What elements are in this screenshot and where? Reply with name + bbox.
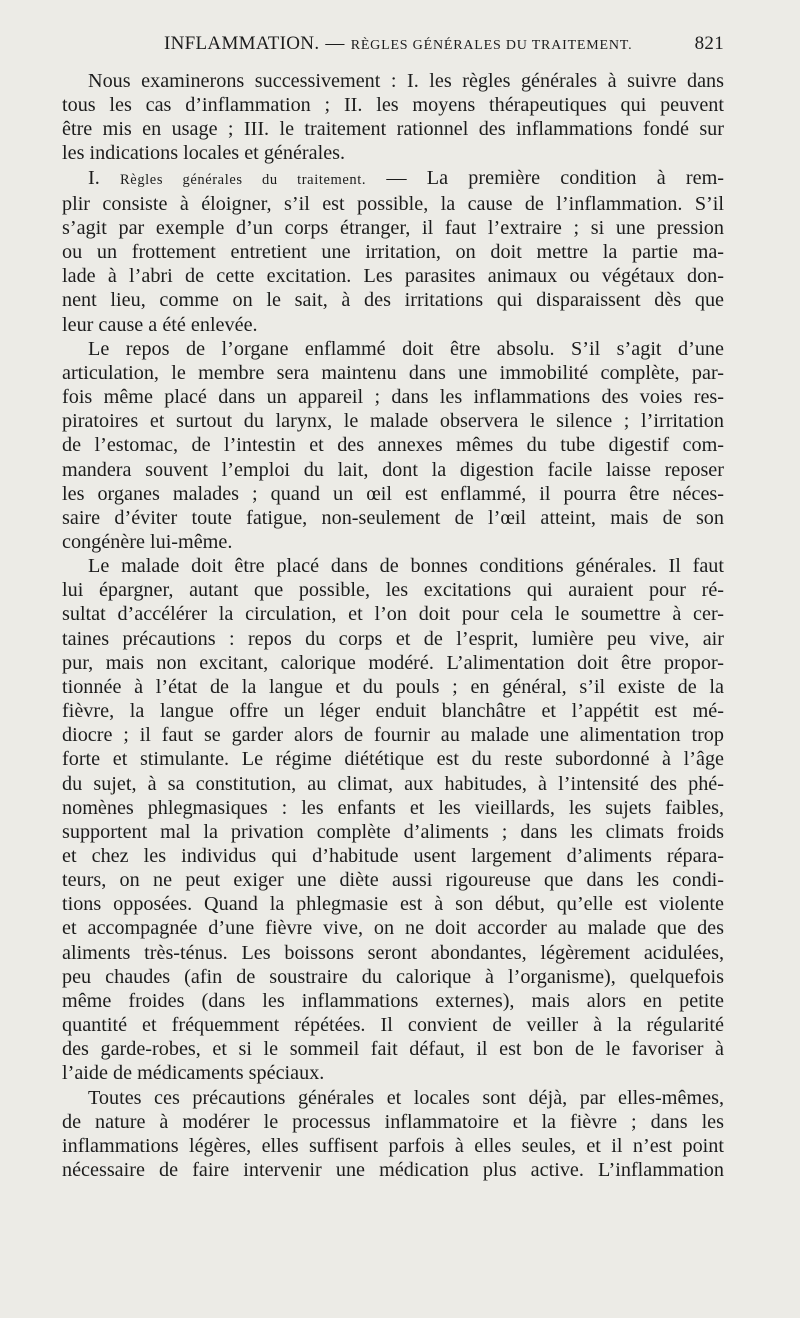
- heading-dash: —: [386, 166, 407, 189]
- text-line: congénère lui-même.: [62, 530, 233, 553]
- text-line: nécessaire de faire intervenir une médication plus active. L’inflammation: [62, 1159, 724, 1182]
- text-line: et accompagnée d’une fièvre vive, on ne doit accorder au malade que des: [62, 917, 724, 940]
- text-line: forte et stimulante. Le régime diététique est du reste subordonné à l’âge: [62, 748, 724, 771]
- text-line: teurs, on ne peut exiger une diète aussi rigoureuse que dans les condi-: [62, 869, 724, 892]
- text-line: piratoires et surtout du larynx, le malade observera le silence ; l’irritation: [62, 410, 724, 433]
- text-line: l’aide de médicaments spéciaux.: [62, 1062, 325, 1085]
- heading-number: I.: [88, 166, 100, 189]
- text-line: être mis en usage ; III. le traitement rationnel des inflammations fondé sur: [62, 118, 724, 141]
- text-line: ou un frottement entretient une irritation, on doit mettre la partie ma-: [62, 241, 724, 264]
- text-line: Nous examinerons successivement : I. les règles générales à suivre dans: [88, 70, 724, 92]
- text-line: lui épargner, autant que possible, les excitations qui auraient pour ré-: [62, 579, 724, 602]
- text-line: Le repos de l’organe enflammé doit être absolu. S’il s’agit d’une: [88, 337, 724, 360]
- text-line: inflammations légères, elles suffisent parfois à elles seules, et il n’est point: [62, 1134, 724, 1157]
- text-line: pur, mais non excitant, calorique modéré. L’alimentation doit être propor-: [62, 651, 724, 674]
- paragraph-2: [62, 166, 724, 337]
- text-line: plir consiste à éloigner, s’il est possible, la cause de l’inflammation. S’il: [62, 192, 724, 215]
- text-line: taines précautions : repos du corps et de l’esprit, lumière peu vive, air: [62, 627, 724, 650]
- page-number: 821: [694, 33, 724, 54]
- text-body: [62, 69, 724, 1182]
- text-line: diocre ; il faut se garder alors de fournir au malade une alimentation trop: [62, 724, 724, 747]
- text-line: [62, 166, 724, 192]
- text-line: lade à l’abri de cette excitation. Les parasites animaux ou végétaux don-: [62, 265, 724, 288]
- text-line: leur cause a été enlevée.: [62, 313, 258, 336]
- chapter-title: INFLAMMATION.: [164, 33, 320, 54]
- text-line: articulation, le membre sera maintenu dans une immobilité complète, par-: [62, 361, 724, 384]
- text-line: les organes malades ; quand un œil est enflammé, il pourra être néces-: [62, 482, 724, 505]
- text-line: s’agit par exemple d’un corps étranger, il faut l’extraire ; si une pression: [62, 216, 724, 239]
- text-line: du sujet, à sa constitution, au climat, aux habitudes, à l’intensité des phé-: [62, 772, 724, 795]
- text-line: tous les cas d’inflammation ; II. les moyens thérapeutiques qui peuvent: [62, 94, 724, 117]
- text-line: de nature à modérer le processus inflammatoire et la fièvre ; dans les: [62, 1110, 724, 1133]
- paragraph-3: [62, 337, 724, 554]
- text-line: tions opposées. Quand la phlegmasie est à son début, qu’elle est violente: [62, 893, 724, 916]
- section-heading: Règles générales du traitement.: [120, 171, 367, 188]
- text-line: de l’estomac, de l’intestin et des annexes mêmes du tube digestif com-: [62, 434, 724, 457]
- text-line: quantité et fréquemment répétées. Il convient de veiller à la régularité: [62, 1014, 724, 1037]
- text-line: supportent mal la privation complète d’aliments ; dans les climats froids: [62, 820, 724, 843]
- header-separator: —: [325, 33, 345, 54]
- text-line: Le malade doit être placé dans de bonnes conditions générales. Il faut: [88, 555, 724, 578]
- text-line: des garde-robes, et si le sommeil fait défaut, il est bon de le favoriser à: [62, 1038, 724, 1061]
- text-line: peu chaudes (afin de soustraire du calorique à l’organisme), quelquefois: [62, 965, 724, 988]
- text-line: nent lieu, comme on le sait, à des irritations qui disparaissent dès que: [62, 289, 724, 312]
- text-line: saire d’éviter toute fatigue, non-seulement de l’œil atteint, mais de son: [62, 506, 724, 529]
- section-title: RÈGLES GÉNÉRALES DU TRAITEMENT.: [350, 38, 633, 53]
- heading-line-text: La première condition à rem-: [426, 166, 725, 189]
- text-line: les indications locales et générales.: [62, 142, 346, 165]
- text-line: même froides (dans les inflammations externes), mais alors en petite: [62, 989, 724, 1012]
- paragraph-4: [62, 554, 724, 1085]
- paragraph-1: [62, 69, 724, 166]
- text-line: mandera souvent l’emploi du lait, dont la digestion facile laisse reposer: [62, 458, 724, 481]
- running-header: [164, 33, 724, 59]
- paragraph-5: [62, 1086, 724, 1183]
- text-line: et chez les individus qui d’habitude usent largement d’aliments répara-: [62, 845, 724, 867]
- text-line: aliments très-ténus. Les boissons seront abondantes, légèrement acidulées,: [62, 941, 724, 964]
- text-line: nomènes phlegmasiques : les enfants et les vieillards, les sujets faibles,: [62, 796, 724, 819]
- text-line: fois même placé dans un appareil ; dans les inflammations des voies res-: [62, 386, 724, 409]
- text-line: tionnée à l’état de la langue et du pouls ; en général, s’il existe de la: [62, 675, 724, 698]
- text-line: sultat d’accélérer la circulation, et l’on doit pour cela le soumettre à cer-: [62, 603, 724, 626]
- text-line: fièvre, la langue offre un léger enduit blanchâtre et l’appétit est mé-: [62, 700, 724, 723]
- text-line: Toutes ces précautions générales et locales sont déjà, par elles-mêmes,: [88, 1086, 724, 1109]
